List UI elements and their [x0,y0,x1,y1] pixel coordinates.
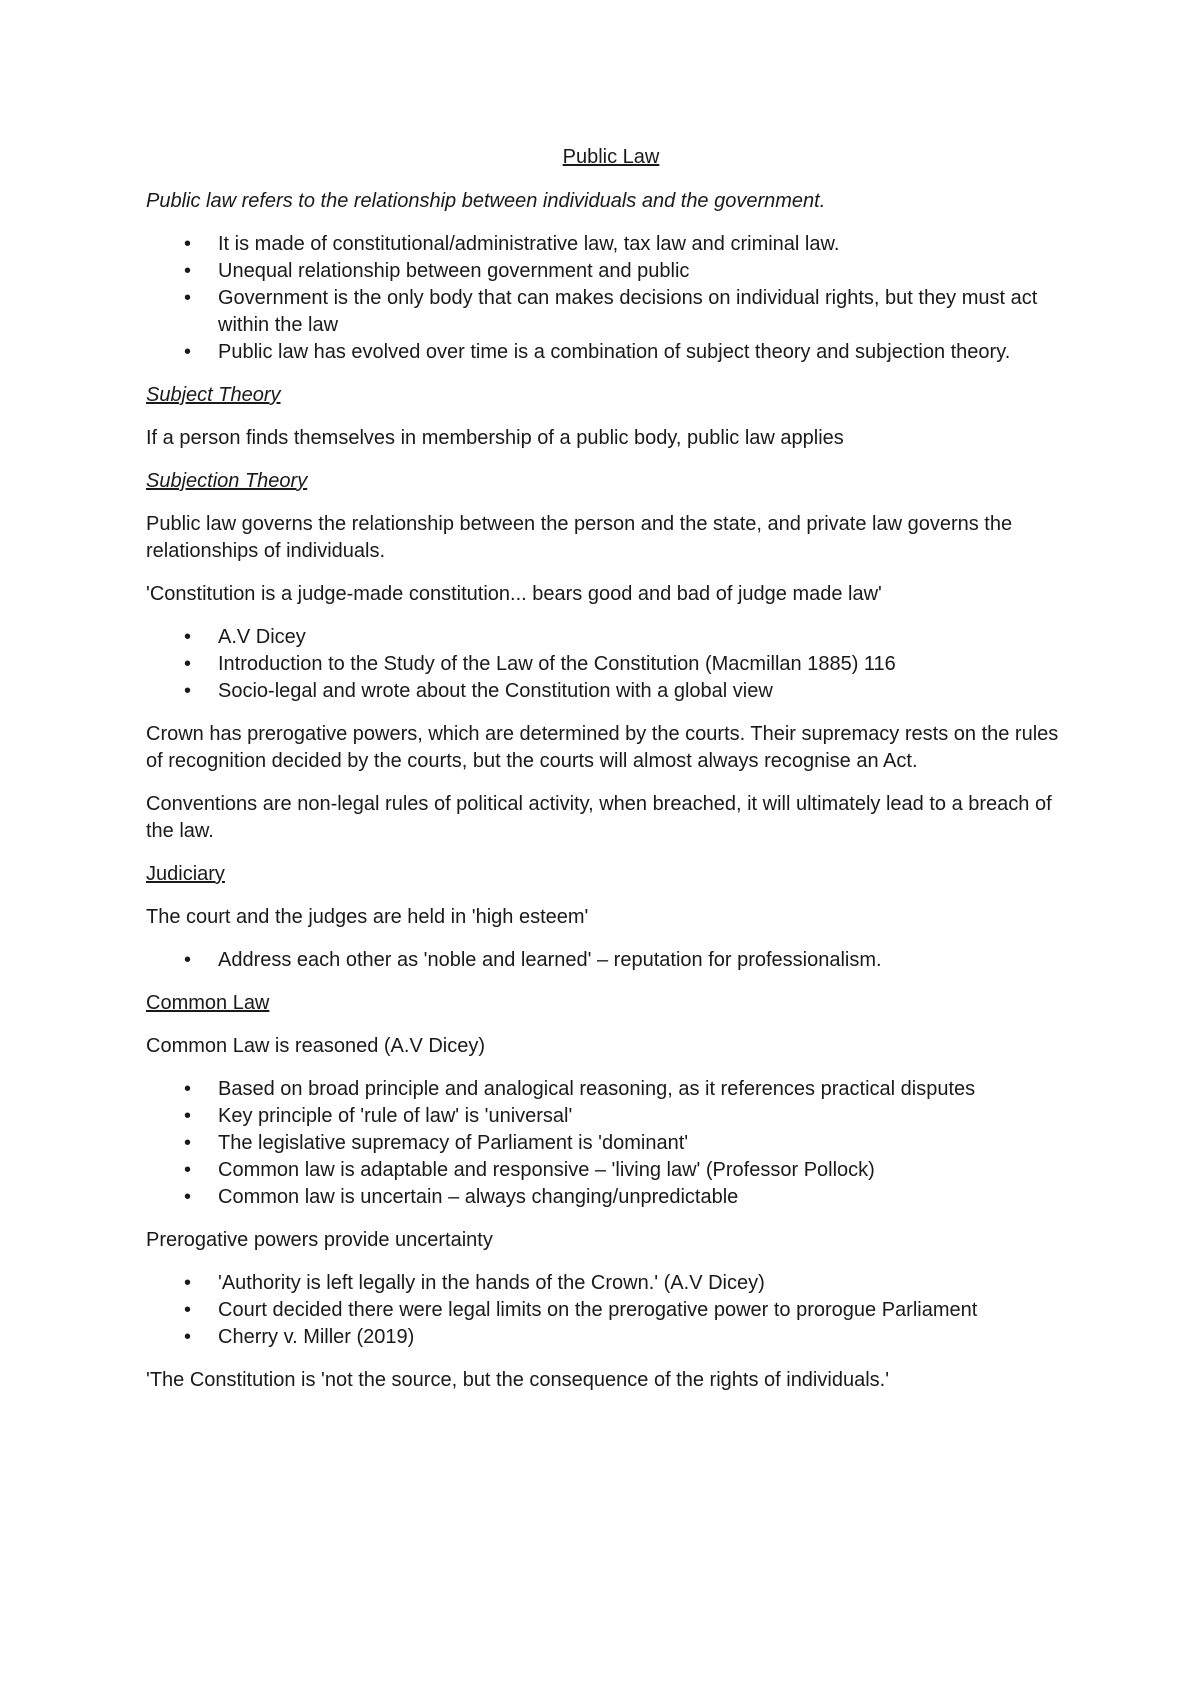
subjection-theory-heading [146,468,1076,495]
judiciary-text: The court and the judges are held in 'high esteem' [146,906,589,928]
dicey-quote: 'Constitution is a judge-made constitution... bears good and bad of judge made law' [146,583,882,605]
list-item: • A.V Dicey [146,624,1076,651]
list-item: • Government is the only body that can makes decisions on individual rights, but they must act within the law [146,285,1076,339]
page-title: Public Law [562,146,660,168]
prerogative-text: Prerogative powers provide uncertainty [146,1229,493,1251]
list-item: • Address each other as 'noble and learned' – reputation for professionalism. [146,947,1076,974]
judiciary-list [146,947,1076,974]
intro-list [146,231,1076,366]
closing-quote: 'The Constitution is 'not the source, but the consequence of the rights of individuals.' [146,1369,890,1391]
list-item: • 'Authority is left legally in the hands of the Crown.' (A.V Dicey) [146,1270,1076,1297]
subject-theory-text: If a person finds themselves in membership of a public body, public law applies [146,427,844,449]
subject-theory-heading-text: Subject Theory [146,384,281,406]
subject-theory-heading [146,382,1076,409]
list-item: • Cherry v. Miller (2019) [146,1324,1076,1351]
judiciary-heading-text: Judiciary [146,863,225,885]
list-item: • Common law is adaptable and responsive – 'living law' (Professor Pollock) [146,1157,1076,1184]
list-item: • It is made of constitutional/administrative law, tax law and criminal law. [146,231,1076,258]
common-law-heading-text: Common Law [146,992,270,1014]
subjection-theory-text: Public law governs the relationship between the person and the state, and private law governs the relationships of individuals. [146,513,1013,562]
list-item: • Public law has evolved over time is a combination of subject theory and subjection theory. [146,339,1076,366]
common-law-heading [146,990,1076,1017]
conventions-paragraph: Conventions are non-legal rules of political activity, when breached, it will ultimately lead to a breach of the law. [146,793,1052,842]
list-item: • Common law is uncertain – always changing/unpredictable [146,1184,1076,1211]
document-body [146,144,1076,1410]
dicey-quote-list [146,624,1076,705]
list-item: • Based on broad principle and analogical reasoning, as it references practical disputes [146,1076,1076,1103]
intro-text: Public law refers to the relationship between individuals and the government. [146,190,826,212]
list-item: • Court decided there were legal limits on the prerogative power to prorogue Parliament [146,1297,1076,1324]
list-item: • Unequal relationship between government and public [146,258,1076,285]
list-item: • Socio-legal and wrote about the Constitution with a global view [146,678,1076,705]
list-item: • Key principle of 'rule of law' is 'universal' [146,1103,1076,1130]
judiciary-heading [146,861,1076,888]
common-law-text: Common Law is reasoned (A.V Dicey) [146,1035,486,1057]
list-item: • Introduction to the Study of the Law of the Constitution (Macmillan 1885) 116 [146,651,1076,678]
subjection-theory-heading-text: Subjection Theory [146,470,308,492]
common-law-list [146,1076,1076,1211]
prerogative-list [146,1270,1076,1351]
crown-paragraph: Crown has prerogative powers, which are determined by the courts. Their supremacy rests on the rules of recognition decided by the courts, but the courts will almost always recognise an Act. [146,723,1059,772]
list-item: • The legislative supremacy of Parliament is 'dominant' [146,1130,1076,1157]
